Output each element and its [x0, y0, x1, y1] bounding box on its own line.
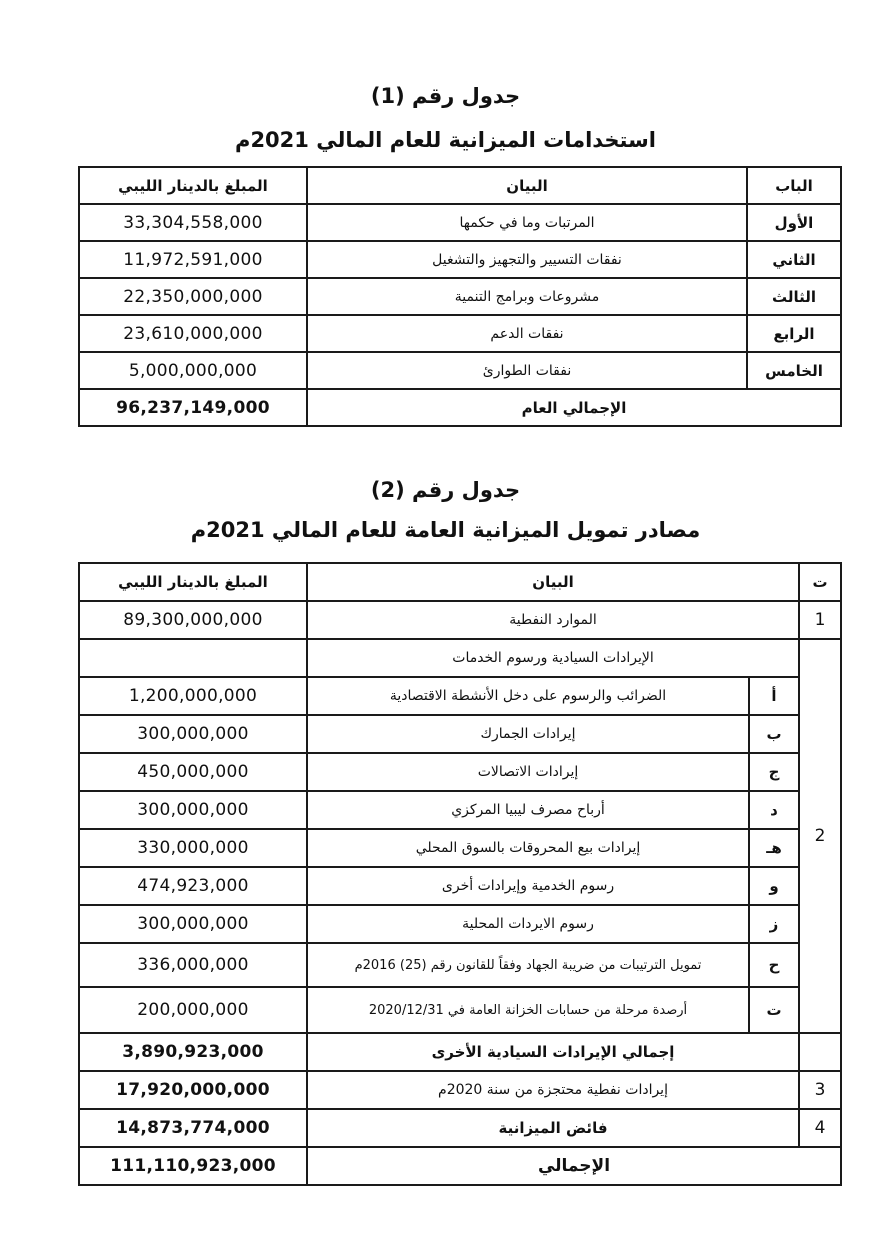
table2-title: مصادر تمويل الميزانية العامة للعام المالي 2021م: [190, 518, 701, 542]
subtotal-label: إجمالي الإيرادات السيادية الأخرى: [307, 1033, 799, 1071]
description-cell: رسوم الايردات المحلية: [307, 905, 749, 943]
letter-cell: ح: [749, 943, 799, 987]
table-header-row: [79, 167, 841, 204]
number-header: ت: [799, 563, 841, 601]
amount-cell: 474,923,000: [79, 867, 307, 905]
amount-cell: 11,972,591,000: [79, 241, 307, 278]
description-cell: تمويل الترتيبات من ضريبة الجهاد وفقاً للقانون رقم (25) 2016م: [307, 943, 749, 987]
number-cell: 4: [799, 1109, 841, 1147]
number-cell-empty: [799, 1033, 841, 1071]
letter-cell: ت: [749, 987, 799, 1033]
table-row: [79, 829, 841, 867]
amount-cell: 23,610,000,000: [79, 315, 307, 352]
letter-cell: د: [749, 791, 799, 829]
table-row: [79, 1109, 841, 1147]
amount-cell: 5,000,000,000: [79, 352, 307, 389]
subtotal-amount: 3,890,923,000: [79, 1033, 307, 1071]
table-row: [79, 943, 841, 987]
table-row: [79, 278, 841, 315]
description-cell: المرتبات وما في حكمها: [307, 204, 747, 241]
description-cell: فائض الميزانية: [307, 1109, 799, 1147]
amount-cell: 336,000,000: [79, 943, 307, 987]
description-cell: نفقات الطوارئ: [307, 352, 747, 389]
total-amount: 96,237,149,000: [79, 389, 307, 426]
description-cell: نفقات الدعم: [307, 315, 747, 352]
amount-cell: 17,920,000,000: [79, 1071, 307, 1109]
amount-cell: 300,000,000: [79, 905, 307, 943]
letter-cell: ج: [749, 753, 799, 791]
table-row: [79, 315, 841, 352]
table-row: [79, 715, 841, 753]
description-cell: إيرادات بيع المحروقات بالسوق المحلي: [307, 829, 749, 867]
description-cell: رسوم الخدمية وإيرادات أخرى: [307, 867, 749, 905]
total-label: الإجمالي: [307, 1147, 841, 1185]
amount-cell: 22,350,000,000: [79, 278, 307, 315]
group-heading-row: [79, 639, 841, 677]
table-header-row: [79, 563, 841, 601]
letter-cell: و: [749, 867, 799, 905]
chapter-cell: الرابع: [747, 315, 841, 352]
letter-cell: أ: [749, 677, 799, 715]
table-row: [79, 677, 841, 715]
chapter-header: الباب: [747, 167, 841, 204]
description-cell: الضرائب والرسوم على دخل الأنشطة الاقتصادية: [307, 677, 749, 715]
table-row: [79, 791, 841, 829]
description-cell: نفقات التسيير والتجهيز والتشغيل: [307, 241, 747, 278]
table-row: [79, 867, 841, 905]
description-cell: إيرادات الجمارك: [307, 715, 749, 753]
table2-caption: جدول رقم (2): [370, 478, 521, 502]
table-row: [79, 753, 841, 791]
letter-cell: ب: [749, 715, 799, 753]
number-cell: 3: [799, 1071, 841, 1109]
number-cell: 1: [799, 601, 841, 639]
description-header: البيان: [307, 563, 799, 601]
budget-uses-table: [78, 166, 842, 427]
total-label: الإجمالي العام: [307, 389, 841, 426]
table-row: [79, 204, 841, 241]
description-header: البيان: [307, 167, 747, 204]
amount-cell: 33,304,558,000: [79, 204, 307, 241]
amount-cell: 14,873,774,000: [79, 1109, 307, 1147]
subtotal-row: [79, 1033, 841, 1071]
total-row: [79, 389, 841, 426]
letter-cell: هـ: [749, 829, 799, 867]
description-cell: أرصدة مرحلة من حسابات الخزانة العامة في 2020/12/31: [307, 987, 749, 1033]
description-cell: الموارد النفطية: [307, 601, 799, 639]
amount-cell: 330,000,000: [79, 829, 307, 867]
total-row: [79, 1147, 841, 1185]
table-row: [79, 352, 841, 389]
amount-cell: 1,200,000,000: [79, 677, 307, 715]
description-cell: إيرادات نفطية محتجزة من سنة 2020م: [307, 1071, 799, 1109]
total-amount: 111,110,923,000: [79, 1147, 307, 1185]
amount-cell: 200,000,000: [79, 987, 307, 1033]
number-cell: 2: [799, 639, 841, 1033]
chapter-cell: الثالث: [747, 278, 841, 315]
table-row: [79, 1071, 841, 1109]
description-cell: مشروعات وبرامج التنمية: [307, 278, 747, 315]
table1-caption: جدول رقم (1): [370, 84, 521, 108]
chapter-cell: الثاني: [747, 241, 841, 278]
table1-title: استخدامات الميزانية للعام المالي 2021م: [235, 128, 656, 152]
amount-cell: 89,300,000,000: [79, 601, 307, 639]
amount-cell-empty: [79, 639, 307, 677]
group-heading: الإيرادات السيادية ورسوم الخدمات: [307, 639, 799, 677]
amount-header: المبلغ بالدينار الليبي: [79, 563, 307, 601]
amount-cell: 300,000,000: [79, 791, 307, 829]
chapter-cell: الأول: [747, 204, 841, 241]
budget-sources-table: [78, 562, 842, 1186]
amount-cell: 300,000,000: [79, 715, 307, 753]
chapter-cell: الخامس: [747, 352, 841, 389]
description-cell: إيرادات الاتصالات: [307, 753, 749, 791]
amount-header: المبلغ بالدينار الليبي: [79, 167, 307, 204]
table-row: [79, 241, 841, 278]
description-cell: أرباح مصرف ليبيا المركزي: [307, 791, 749, 829]
amount-cell: 450,000,000: [79, 753, 307, 791]
table-row: [79, 601, 841, 639]
table-row: [79, 905, 841, 943]
table-row: [79, 987, 841, 1033]
letter-cell: ز: [749, 905, 799, 943]
